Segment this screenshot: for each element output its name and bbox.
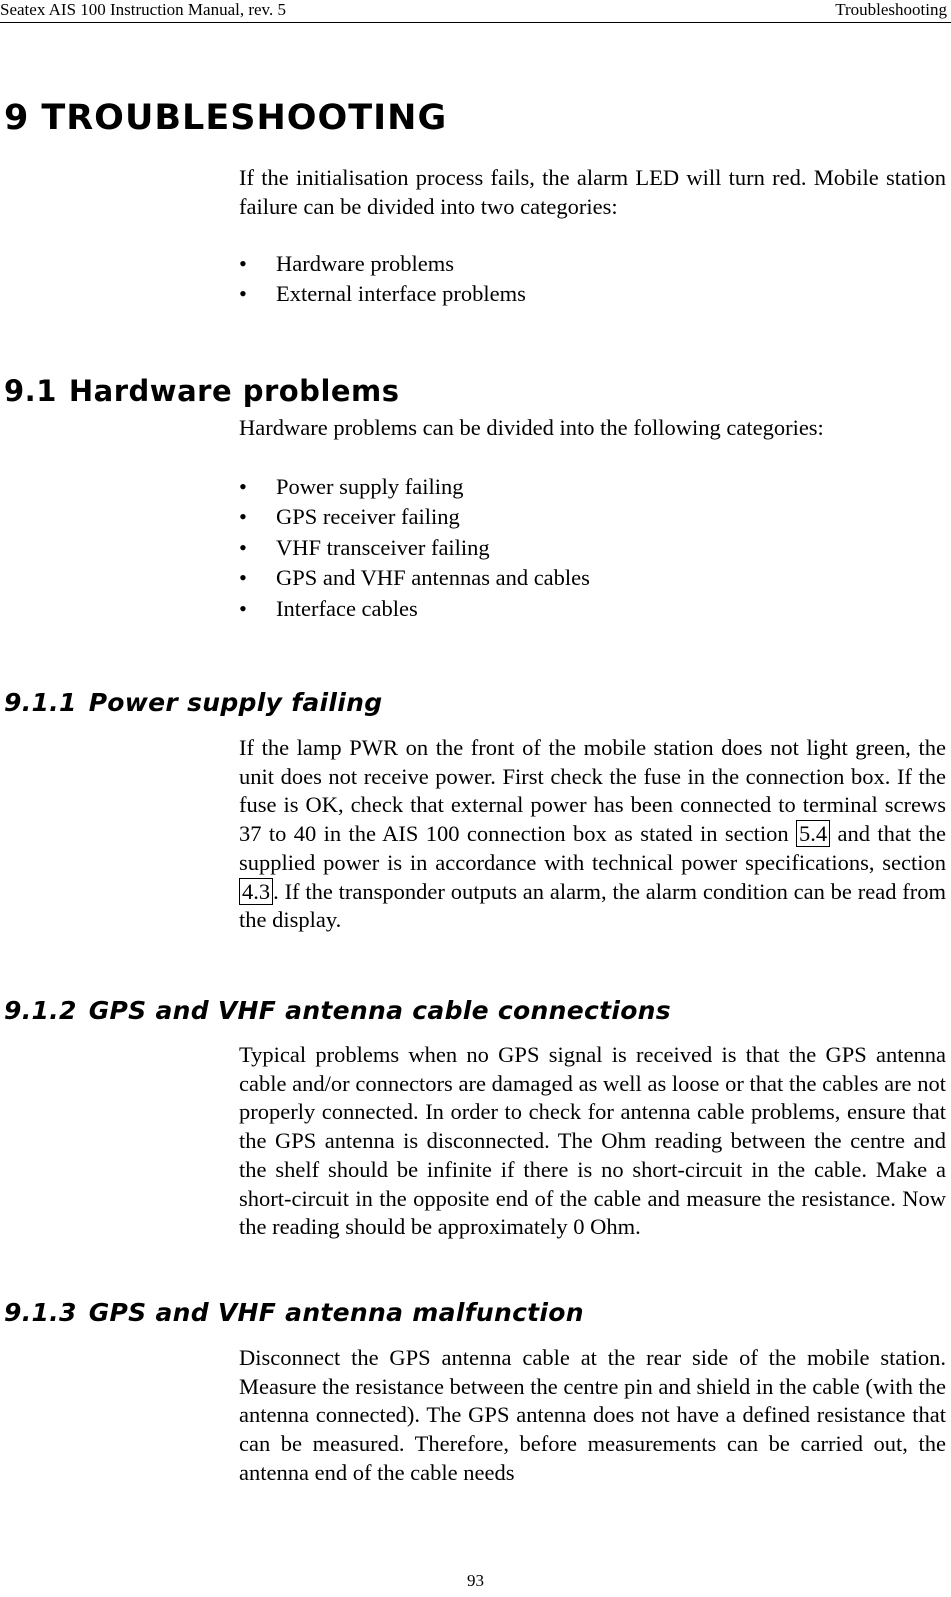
list-item-text: External interface problems <box>276 281 526 307</box>
section-title: GPS and VHF antenna malfunction <box>88 1298 584 1327</box>
section-9-1-paragraph: Hardware problems can be divided into the following categories: <box>239 415 824 440</box>
header-chapter-name: Troubleshooting <box>835 0 947 19</box>
section-9-1-2-paragraph: Typical problems when no GPS signal is received is that the GPS antenna cable and/or connectors are damaged as well as loose or that the cables are not properly connected. In order to check for antenna cable problems, ensure that the GPS antenna is disconnected. The Ohm reading between the centre and the shelf should be infinite if there is no short-circuit in the cable. Make a short-circuit in the opposite end of the cable and measure the resistance. Now the reading should be approximately 0 Ohm. <box>239 1042 946 1240</box>
bullet-glyph: • <box>239 281 247 307</box>
section-heading-9-1-2 <box>4 996 671 1025</box>
paragraph-text: If the lamp PWR on the front of the mobile station does not light green, the unit does not receive power. First check the fuse in the connection box. If the fuse is OK, check that external power has been connected to terminal screws 37 to 40 in the AIS 100 connection box as stated in section <box>239 735 946 847</box>
bullet-glyph: • <box>239 595 247 621</box>
section-heading-9-1-3 <box>4 1298 584 1327</box>
hardware-bullet-list <box>239 472 939 624</box>
section-number: 9.1.3 <box>4 1298 77 1327</box>
bullet-glyph: • <box>239 251 247 276</box>
section-9-1-1-paragraph <box>239 734 946 935</box>
list-item-text: Hardware problems <box>276 251 455 276</box>
page-header <box>0 0 951 23</box>
list-item <box>239 563 939 593</box>
section-heading-9-1-1 <box>4 688 382 717</box>
paragraph-text: and that the supplied power is in accordance with technical power specifications, section <box>239 821 946 875</box>
page-number: 93 <box>467 1571 484 1590</box>
header-manual-title: Seatex AIS 100 Instruction Manual, rev. 5 <box>0 0 286 19</box>
chapter-number: 9 <box>4 98 30 138</box>
list-item-text: GPS receiver failing <box>276 504 460 530</box>
section-number: 9.1 <box>4 374 57 408</box>
list-item-text: Interface cables <box>276 595 418 621</box>
section-9-1-3-paragraph: Disconnect the GPS antenna cable at the rear side of the mobile station. Measure the resistance between the centre pin and shield in the cable (with the antenna connected). The GPS antenna does not have a defined resistance that can be measured. Therefore, before measurements can be carried out, the antenna end of the cable needs <box>239 1345 946 1485</box>
list-item-text: Power supply failing <box>276 474 464 499</box>
list-item <box>239 279 939 309</box>
list-item-text: VHF transceiver failing <box>276 534 490 560</box>
section-number: 9.1.1 <box>4 688 77 717</box>
section-number: 9.1.2 <box>4 996 77 1025</box>
intro-bullet-list <box>239 249 939 310</box>
bullet-glyph: • <box>239 504 247 530</box>
section-reference-link[interactable]: 5.4 <box>796 820 830 847</box>
list-item-text: GPS and VHF antennas and cables <box>276 565 590 591</box>
section-title: Power supply failing <box>88 688 383 717</box>
chapter-title: TROUBLESHOOTING <box>41 98 448 138</box>
chapter-heading <box>4 98 447 138</box>
section-title: GPS and VHF antenna cable connections <box>88 996 671 1025</box>
list-item <box>239 249 939 279</box>
section-heading-9-1 <box>4 374 400 408</box>
paragraph-text: . If the transponder outputs an alarm, the alarm condition can be read from the display. <box>239 878 946 933</box>
list-item <box>239 594 939 624</box>
intro-paragraph: If the initialisation process fails, the alarm LED will turn red. Mobile station failure can be divided into two categories: <box>239 165 946 219</box>
section-reference-link[interactable]: 4.3 <box>239 878 273 905</box>
list-item <box>239 502 939 532</box>
list-item <box>239 472 939 502</box>
section-title: Hardware problems <box>68 374 400 408</box>
bullet-glyph: • <box>239 474 247 499</box>
bullet-glyph: • <box>239 534 247 560</box>
bullet-glyph: • <box>239 565 247 591</box>
list-item <box>239 533 939 563</box>
